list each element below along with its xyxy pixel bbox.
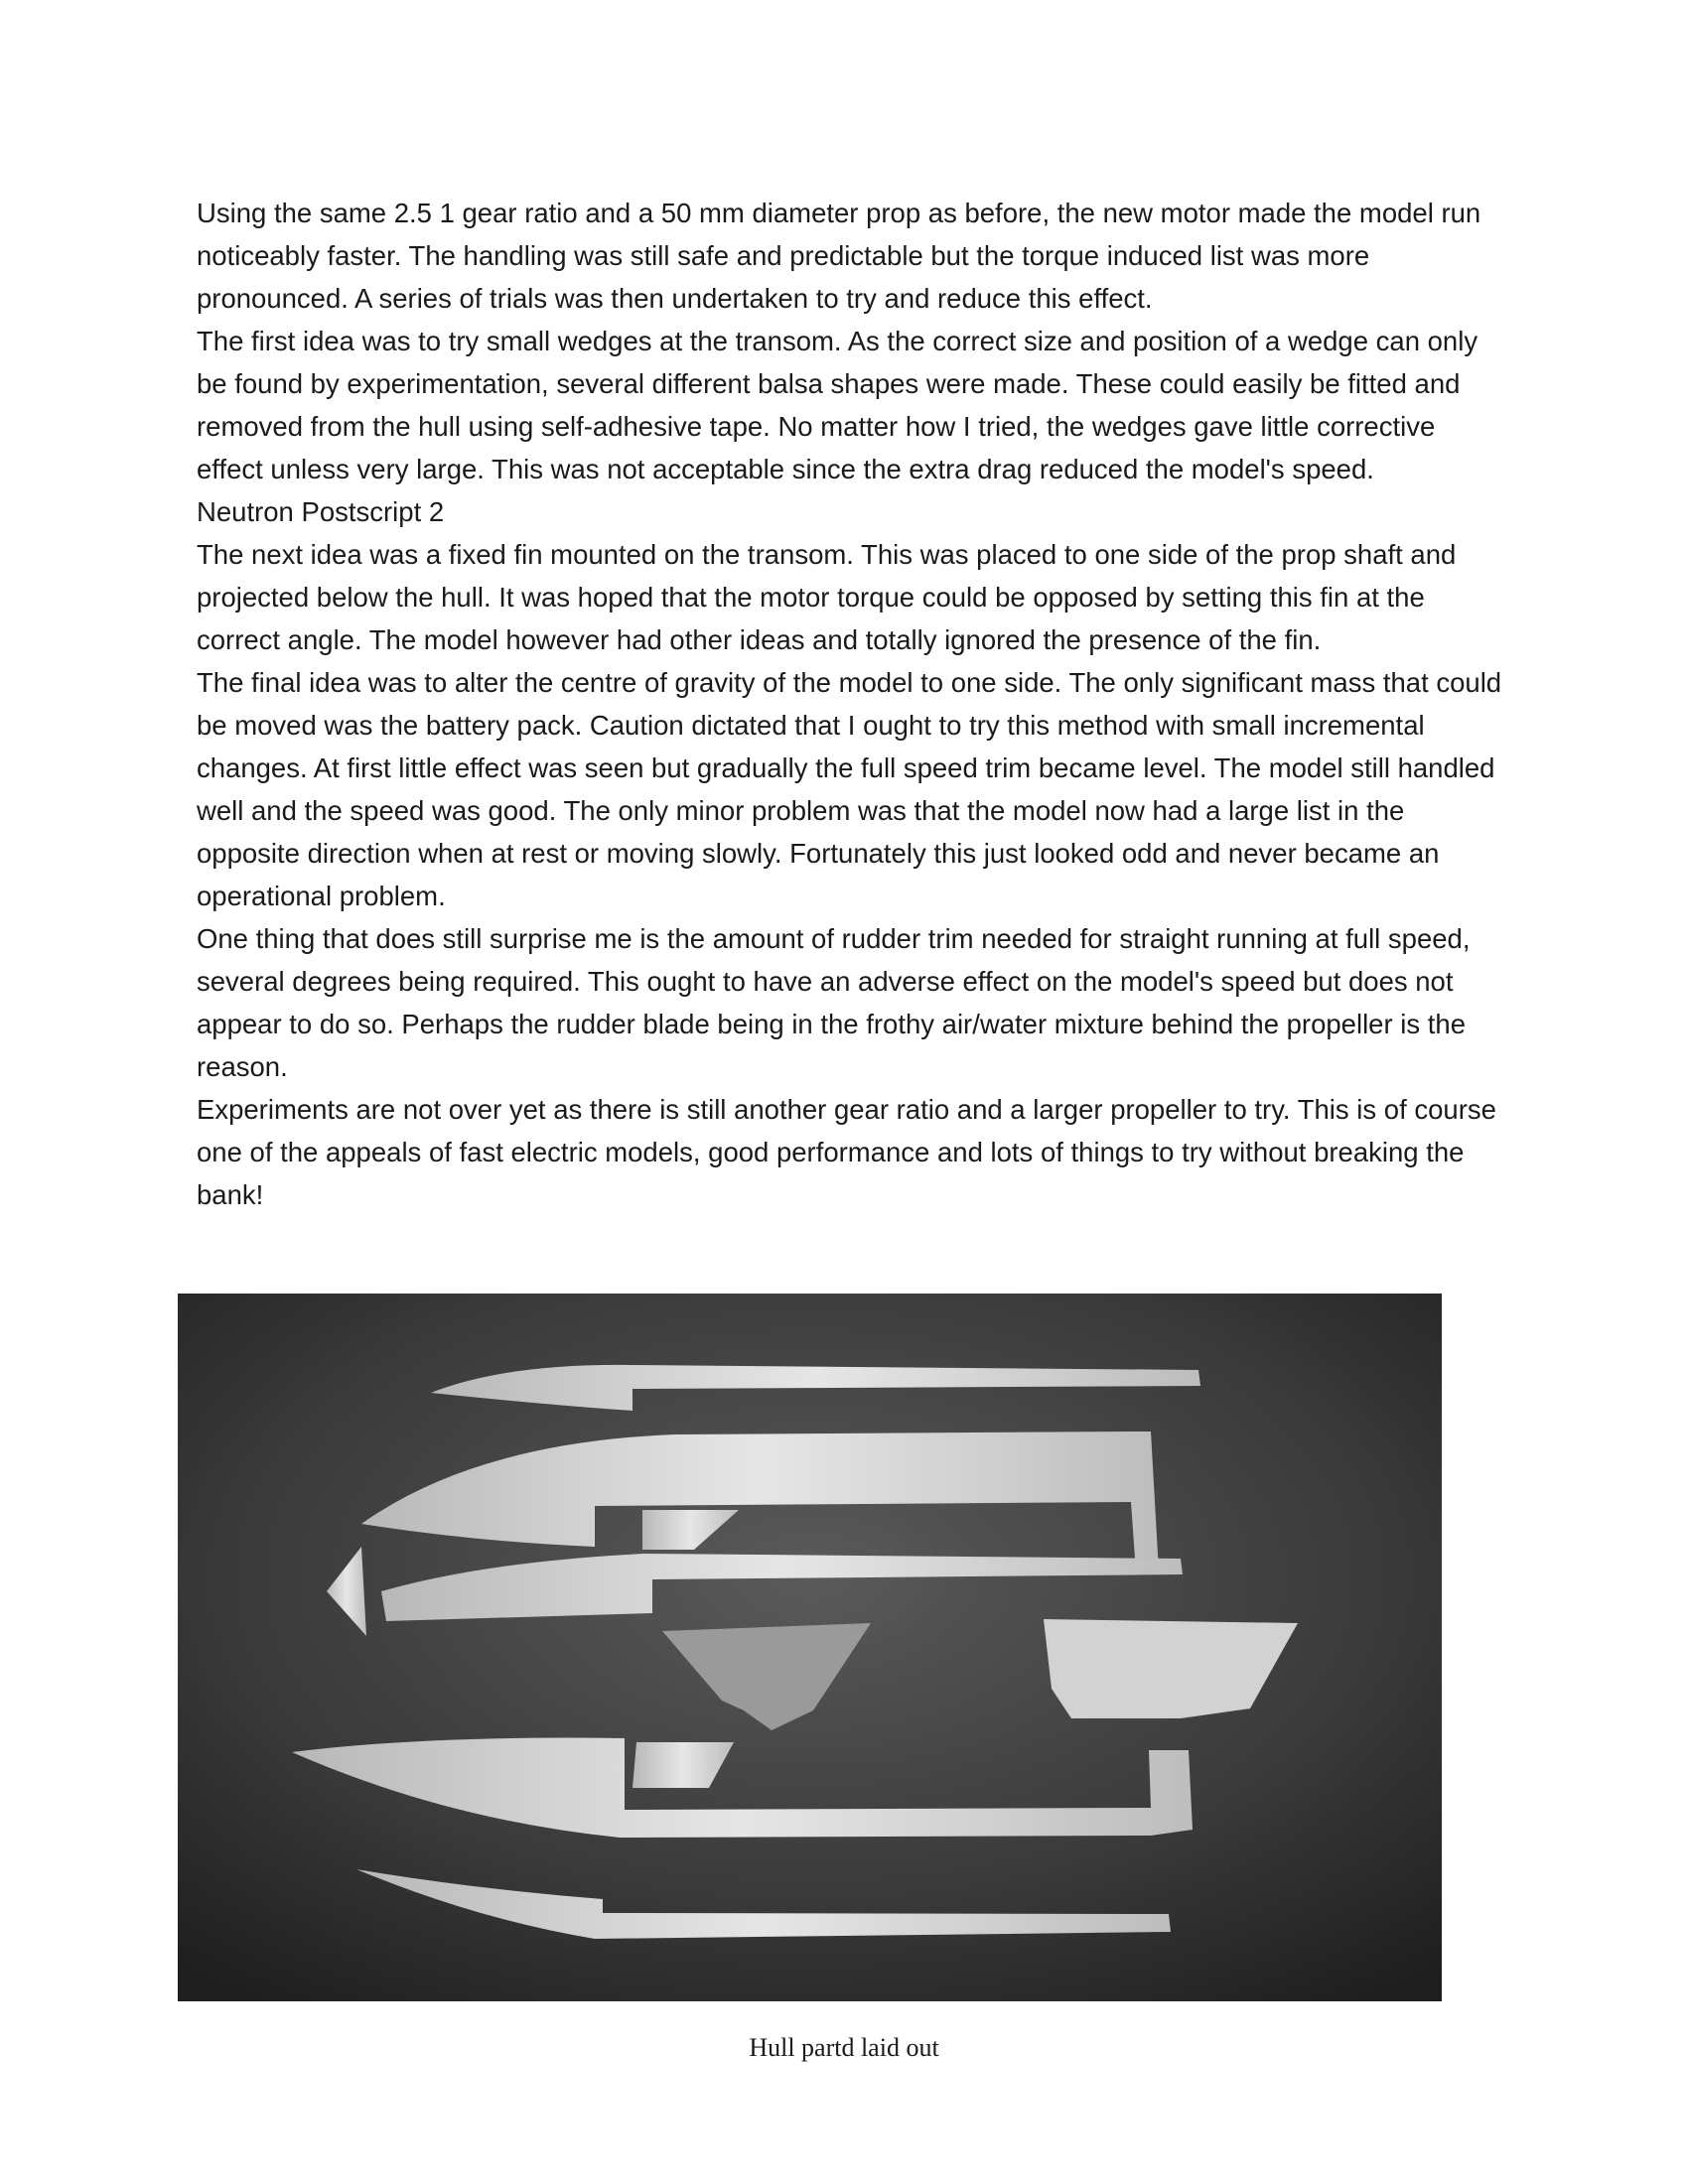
hull-parts-photo <box>178 1294 1442 2001</box>
article-body <box>197 192 1507 1216</box>
hull-parts-illustration <box>178 1294 1442 2001</box>
paragraph-centre-of-gravity: The final idea was to alter the centre of gravity of the model to one side. The only significant mass that could be moved was the battery pack. Caution dictated that I ought to try this method with small incremental changes. At first little effect was seen but gradually the full speed trim became level. The model still handled well and the speed was good. The only minor problem was that the model now had a large list in the opposite direction when at rest or moving slowly. Fortunately this just looked odd and never became an operational problem. <box>197 667 1502 911</box>
figure-caption: Hull partd laid out <box>749 2033 939 2062</box>
paragraph-wedges: The first idea was to try small wedges at the transom. As the correct size and position of a wedge can only be found by experimentation, several different balsa shapes were made. These could easily be fitted and removed from the hull using self-adhesive tape. No matter how I tried, the wedges gave little corrective effect unless very large. This was not acceptable since the extra drag reduced the model's speed. <box>197 326 1478 484</box>
paragraph-gear-ratio: Using the same 2.5 1 gear ratio and a 50 mm diameter prop as before, the new motor made the model run noticeably faster. The handling was still safe and predictable but the torque induced list was more pronounced. A series of trials was then undertaken to try and reduce this effect. <box>197 198 1481 314</box>
paragraph-experiments: Experiments are not over yet as there is still another gear ratio and a larger propeller to try. This is of course one of the appeals of fast electric models, good performance and lots of things to try without breaking the bank! <box>197 1094 1496 1210</box>
section-heading: Neutron Postscript 2 <box>197 496 445 527</box>
paragraph-rudder-trim: One thing that does still surprise me is the amount of rudder trim needed for straight running at full speed, several degrees being required. This ought to have an adverse effect on the model's speed but does not appear to do so. Perhaps the rudder blade being in the frothy air/water mixture behind the propeller is the reason. <box>197 923 1471 1082</box>
paragraph-fixed-fin: The next idea was a fixed fin mounted on the transom. This was placed to one side of the prop shaft and projected below the hull. It was hoped that the motor torque could be opposed by setting this fin at the correct angle. The model however had other ideas and totally ignored the presence of the fin. <box>197 539 1457 655</box>
